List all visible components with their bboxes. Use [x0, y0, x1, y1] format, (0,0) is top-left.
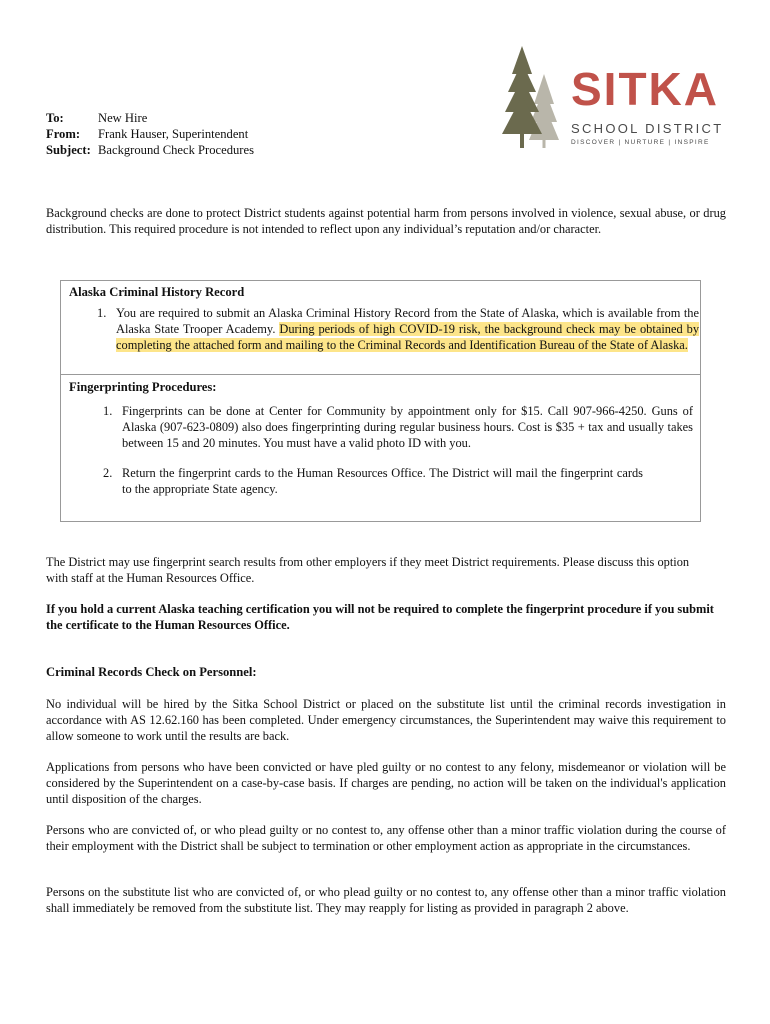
fingerprinting-item [103, 465, 643, 497]
fingerprinting-item [103, 403, 693, 451]
memo-to-row [46, 110, 254, 126]
fingerprinting-item-num: 1. [103, 404, 113, 418]
criminal-history-section [60, 280, 701, 374]
fingerprinting-item-num: 2. [103, 466, 113, 480]
tree-icon [498, 44, 568, 152]
memo-to-label: To: [46, 111, 64, 125]
fingerprinting-heading: Fingerprinting Procedures: [69, 380, 217, 394]
memo-subject-value: Background Check Procedures [98, 143, 254, 157]
criminal-history-text-highlight: During periods of high COVID-19 risk, the background check may be obtained by completing the attached form and mailing to the Criminal Records and Identification Bureau of the State of Alaska. [116, 322, 700, 352]
personnel-paragraph: Persons who are convicted of, or who plead guilty or no contest to, any offense other than a minor traffic violation during the course of their employment with the District shall be subject to termination or other employment action as appropriate in the circumstances. [46, 823, 726, 853]
personnel-paragraph: No individual will be hired by the Sitka School District or placed on the substitute list until the criminal records investigation in accordance with AS 12.62.160 has been completed. Under emergency circumstances, the Superintendent may waive this requirement to allow someone to work until the results are back. [46, 697, 726, 743]
teaching-cert-paragraph: If you hold a current Alaska teaching certification you will not be required to complete the fingerprint procedure if you submit the certificate to the Human Resources Office. [46, 602, 714, 632]
logo-tagline: DISCOVER | NURTURE | INSPIRE [571, 139, 710, 146]
criminal-history-item-num: 1. [97, 306, 107, 320]
memo-subject-row [46, 142, 254, 158]
personnel-paragraph: Persons on the substitute list who are convicted of, or who plead guilty or no contest to, any offense other than a minor traffic violation shall immediately be removed from the substitute list. They may reapply for listing as provided in paragraph 2 above. [46, 885, 726, 915]
fingerprinting-item-text: Fingerprints can be done at Center for Community by appointment only for $15. Call 907-966-4250. Guns of Alaska (907-623-0809) also does fingerprinting during regular business hours. Cost is $35 + tax and usually takes between 15 and 20 minutes. You must have a valid photo ID with you. [122, 404, 693, 450]
intro-paragraph: Background checks are done to protect District students against potential harm from persons involved in violence, sexual abuse, or drug distribution. This required procedure is not intended to reflect upon any individual’s reputation and/or character. [46, 206, 726, 236]
fingerprinting-section [60, 374, 701, 522]
sitka-logo [498, 44, 724, 152]
memo-subject-label: Subject: [46, 143, 91, 157]
memo-to-value: New Hire [98, 111, 148, 125]
logo-subtitle: SCHOOL DISTRICT [571, 121, 724, 136]
personnel-paragraph: Applications from persons who have been convicted or have pled guilty or no contest to any felony, misdemeanor or violation will be considered by the Superintendent on a case-by-case basis. If charges are pending, no action will be taken on the individual's application until disposition of the charges. [46, 760, 726, 806]
district-search-paragraph: The District may use fingerprint search results from other employers if they meet District requirements. Please discuss this option with staff at the Human Resources Office. [46, 555, 690, 585]
criminal-history-heading: Alaska Criminal History Record [69, 285, 245, 299]
criminal-history-item [97, 305, 699, 353]
criminal-history-text-plain: You are required to submit an Alaska Criminal History Record from the State of Alaska, which is available from the Alaska State Trooper Academy. [116, 306, 699, 336]
memo-from-row [46, 126, 254, 142]
fingerprinting-item-text: Return the fingerprint cards to the Human Resources Office. The District will mail the fingerprint cards to the appropriate State agency. [122, 466, 643, 496]
criminal-history-item-text [116, 305, 699, 353]
memo-header [46, 110, 254, 158]
memo-from-label: From: [46, 127, 81, 141]
personnel-heading: Criminal Records Check on Personnel: [46, 665, 257, 679]
logo-title: SITKA [571, 63, 719, 115]
memo-from-value: Frank Hauser, Superintendent [98, 127, 249, 141]
